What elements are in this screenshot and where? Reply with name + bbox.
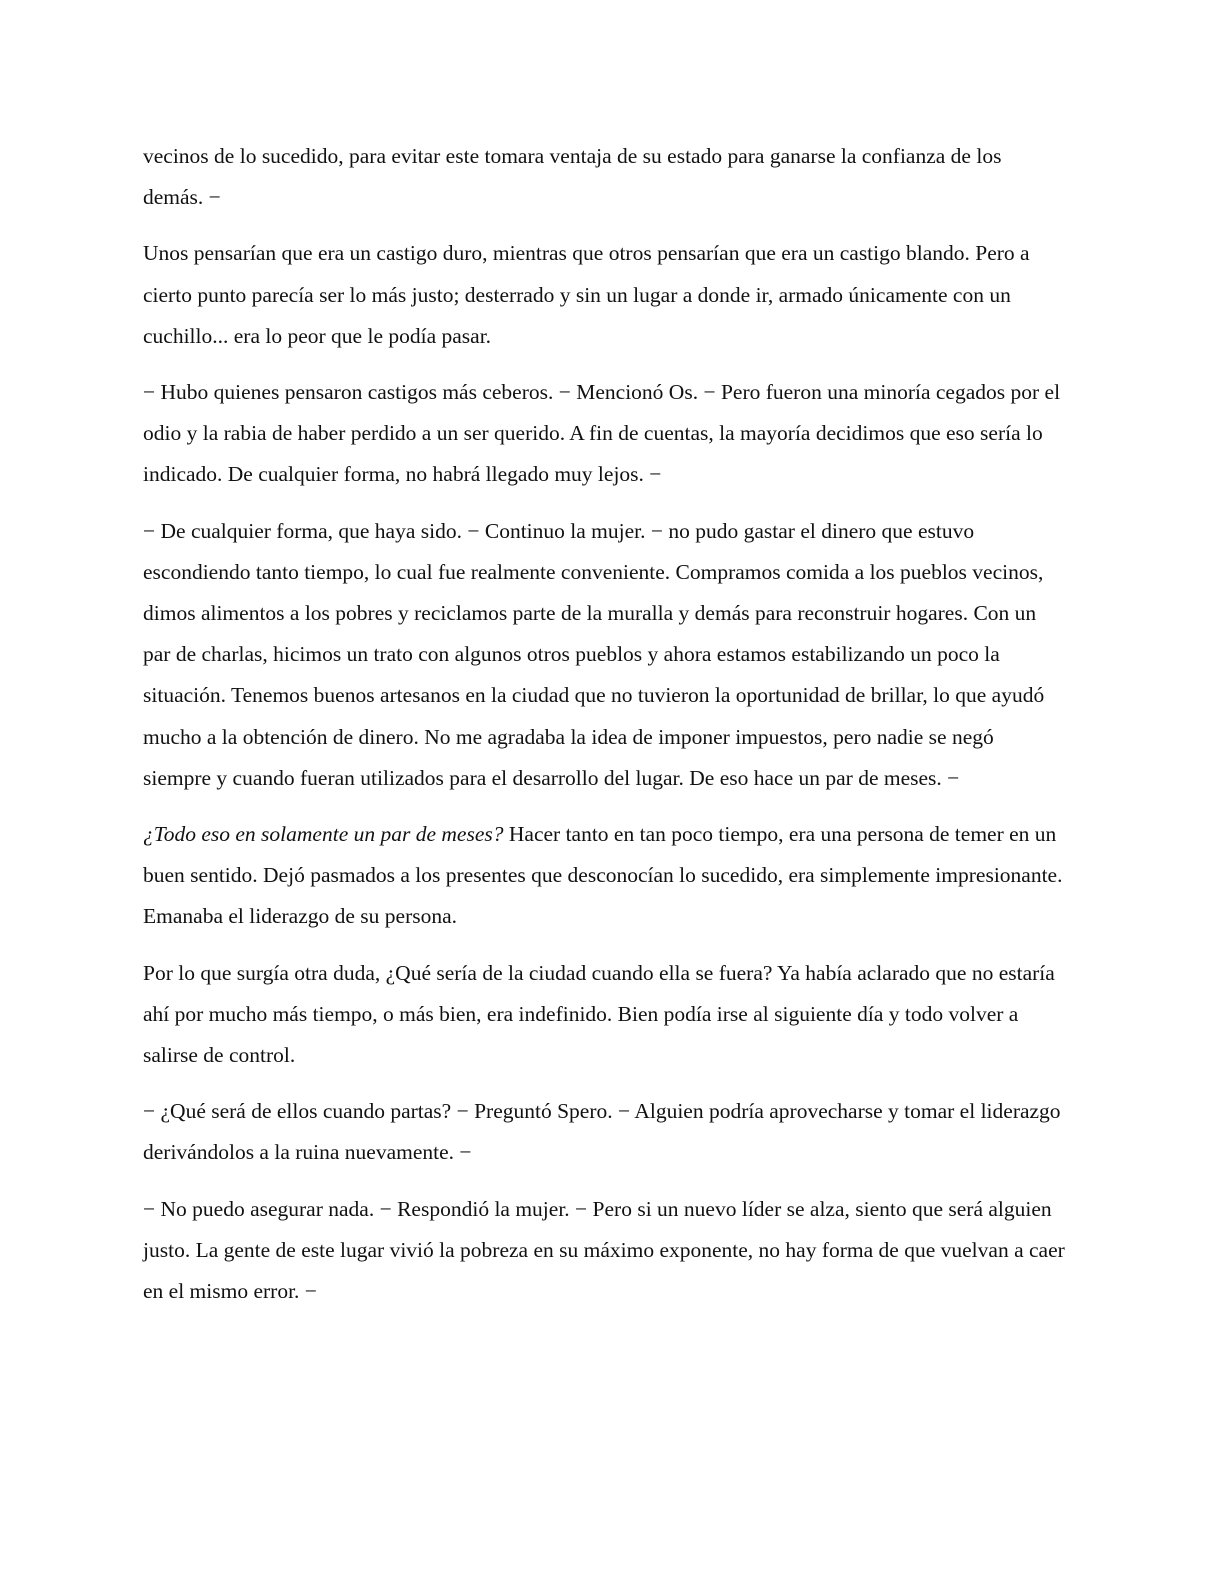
- paragraph-3-text: − Hubo quienes pensaron castigos más ceberos. − Mencionó Os. − Pero fueron una minoría cegados por el odio y la rabia de haber perdido a un ser querido. A fin de cuentas, la mayoría decidimos que eso sería lo indicado. De cualquier forma, no habrá llegado muy lejos. −: [143, 380, 1061, 487]
- paragraph-3: [143, 372, 1067, 496]
- paragraph-6: [143, 953, 1067, 1077]
- paragraph-1-text: vecinos de lo sucedido, para evitar este tomara ventaja de su estado para ganarse la confianza de los demás. −: [143, 144, 1002, 210]
- paragraph-4-text: − De cualquier forma, que haya sido. − Continuo la mujer. − no pudo gastar el dinero que estuvo escondiendo tanto tiempo, lo cual fue realmente conveniente. Compramos comida a los pueblos vecinos, dimos alimentos a los pobres y reciclamos parte de la muralla y demás para reconstruir hogares. Con un par de charlas, hicimos un trato con algunos otros pueblos y ahora estamos estabilizando un poco la situación. Tenemos buenos artesanos en la ciudad que no tuvieron la oportunidad de brillar, lo que ayudó mucho a la obtención de dinero. No me agradaba la idea de imponer impuestos, pero nadie se negó siempre y cuando fueran utilizados para el desarrollo del lugar. De eso hace un par de meses. −: [143, 518, 1045, 790]
- paragraph-2: [143, 233, 1067, 357]
- document-page: [143, 136, 1067, 1327]
- paragraph-7: [143, 1091, 1067, 1173]
- paragraph-5-italic: ¿Todo eso en solamente un par de meses?: [143, 822, 504, 847]
- paragraph-5: [143, 814, 1067, 938]
- paragraph-1: [143, 136, 1067, 218]
- paragraph-7-text: − ¿Qué será de ellos cuando partas? − Preguntó Spero. − Alguien podría aprovecharse y tomar el liderazgo derivándolos a la ruina nuevamente. −: [143, 1099, 1061, 1165]
- paragraph-4: [143, 511, 1067, 799]
- paragraph-6-text: Por lo que surgía otra duda, ¿Qué sería de la ciudad cuando ella se fuera? Ya había aclarado que no estaría ahí por mucho más tiempo, o más bien, era indefinido. Bien podía irse al siguiente día y todo volver a salirse de control.: [143, 960, 1055, 1068]
- paragraph-8: [143, 1189, 1067, 1313]
- paragraph-2-text: Unos pensarían que era un castigo duro, mientras que otros pensarían que era un castigo blando. Pero a cierto punto parecía ser lo más justo; desterrado y sin un lugar a donde ir, armado únicamente con un cuchillo... era lo peor que le podía pasar.: [143, 241, 1030, 348]
- paragraph-5-text: Hacer tanto en tan poco tiempo, era una persona de temer en un buen sentido. Dejó pasmados a los presentes que desconocían lo sucedido, era simplemente impresionante. Emanaba el liderazgo de su persona.: [143, 822, 1063, 929]
- paragraph-8-text: − No puedo asegurar nada. − Respondió la mujer. − Pero si un nuevo líder se alza, siento que será alguien justo. La gente de este lugar vivió la pobreza en su máximo exponente, no hay forma de que vuelvan a caer en el mismo error. −: [143, 1196, 1065, 1304]
